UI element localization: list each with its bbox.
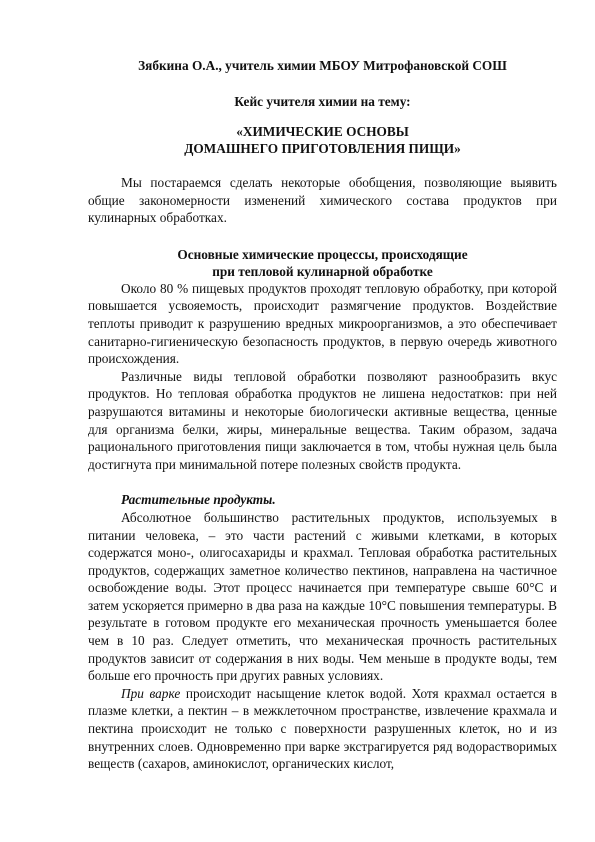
intro-paragraph: Мы постараемся сделать некоторые обобщения, позволяющие выявить общие закономерности изменений химического состава продуктов при кулинарных обработках. bbox=[88, 175, 557, 226]
boiling-lead-phrase: При варке bbox=[121, 685, 181, 701]
section-paragraph-1: Около 80 % пищевых продуктов проходят тепловую обработку, при которой повышается усвояемость, происходит размягчение продуктов. Воздействие теплоты приводит к разрушению вредных микроорганизмов, а это обеспечивает санитарно-гигиеническую безопасность продуктов, в первую очередь животного происхождения. bbox=[88, 280, 557, 367]
subsection-paragraph-1: Абсолютное большинство растительных продуктов, используемых в питании человека, – это части растений с живыми клетками, в которых содержатся моно-, олигосахариды и крахмал. Тепловая обработка растительных продуктов, содержащих заметное количество пектинов, направлена на частичное освобождение воды. Этот процесс начинается при температуре свыше 60°C и затем ускоряется примерно в два раза на каждые 10°C повышения температуры. В результате в готовом продукте его механическая прочность уменьшается более чем в 10 раз. Следует отметить, что механическая прочность растительных продуктов зависит от содержания в них воды. Чем меньше в продукте воды, тем больше его прочность при других равных условиях. bbox=[88, 509, 557, 684]
section-heading-line-1: Основные химические процессы, происходящие bbox=[177, 246, 468, 262]
section-heading bbox=[88, 246, 557, 280]
document-title bbox=[88, 123, 557, 157]
author-line: Зябкина О.А., учитель химии МБОУ Митрофановской СОШ bbox=[138, 58, 507, 73]
document-title-line-2: ДОМАШНЕГО ПРИГОТОВЛЕНИЯ ПИЩИ» bbox=[184, 141, 461, 156]
section-paragraph-2: Различные виды тепловой обработки позволяют разнообразить вкус продуктов. Но тепловая обработка продуктов не лишена недостатков: при ней разрушаются витамины и некоторые биологически активные вещества, ценные для организма белки, жиры, минеральные вещества. Таким образом, задача рационального приготовления пищи заключается в том, чтобы нужная цель была достигнута при минимальной потере полезных свойств продукта. bbox=[88, 368, 557, 472]
boiling-paragraph-text: происходит насыщение клеток водой. Хотя крахмал остается в плазме клетки, а пектин – в межклеточном пространстве, извлечение крахмала и пектина происходит не только с поверхности разрушенных клеток, но и из внутренних слоев. Одновременно при варке экстрагируется ряд водорастворимых веществ (сахаров, аминокислот, органических кислот, bbox=[88, 685, 557, 772]
document-title-line-1: «ХИМИЧЕСКИЕ ОСНОВЫ bbox=[236, 124, 409, 139]
subsection-paragraph-2 bbox=[88, 685, 557, 773]
section-heading-line-2: при тепловой кулинарной обработке bbox=[212, 263, 433, 279]
subsection-heading: Растительные продукты. bbox=[121, 492, 276, 508]
case-label: Кейс учителя химии на тему: bbox=[234, 94, 411, 109]
